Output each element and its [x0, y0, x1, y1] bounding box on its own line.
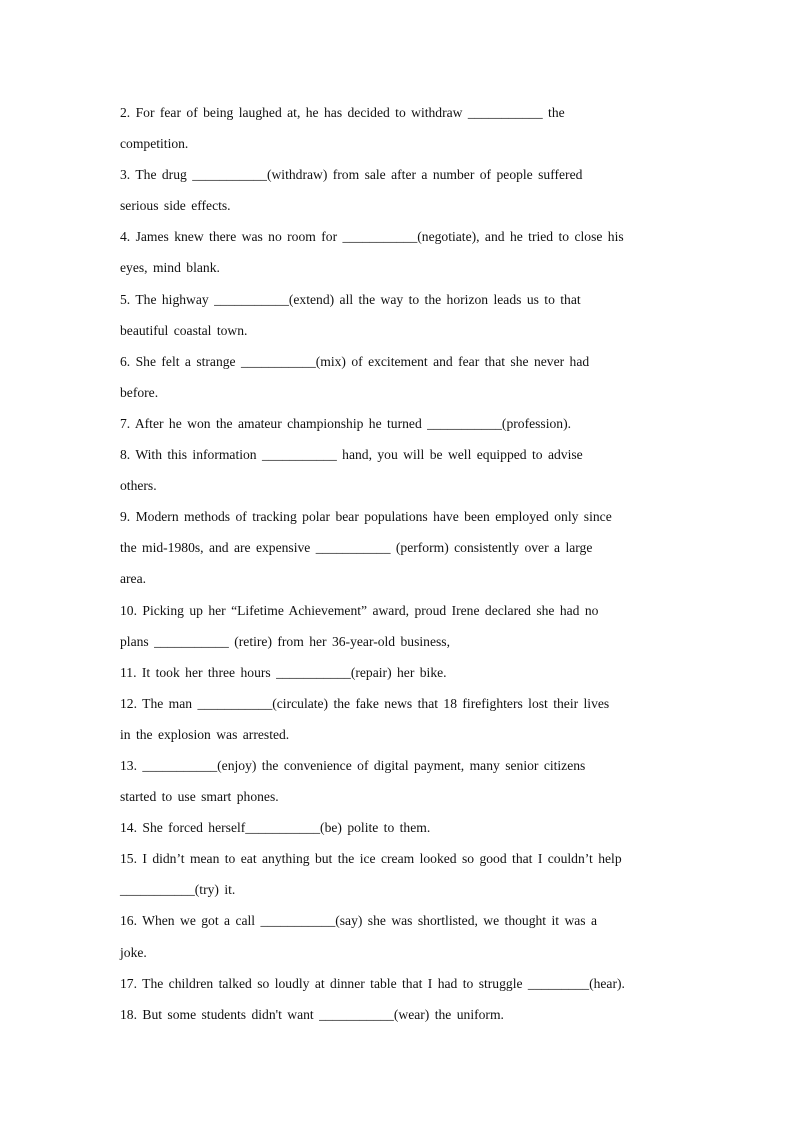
- text-line: 15. I didn’t mean to eat anything but the ice cream looked so good that I couldn’t help: [120, 851, 622, 867]
- text-line: serious side effects.: [120, 198, 231, 214]
- text-line: 12. The man ___________(circulate) the fake news that 18 firefighters lost their lives: [120, 695, 610, 711]
- text-line: 18. But some students didn't want ___________(wear) the uniform.: [120, 1006, 504, 1022]
- text-line: 17. The children talked so loudly at dinner table that I had to struggle _________(hear).: [120, 975, 625, 991]
- text-line: competition.: [120, 136, 189, 152]
- worksheet-body: [120, 97, 675, 1030]
- text-line: in the explosion was arrested.: [120, 726, 290, 742]
- text-line: before.: [120, 384, 159, 400]
- text-line: 4. James knew there was no room for ___________(negotiate), and he tried to close his: [120, 229, 624, 245]
- text-line: 5. The highway ___________(extend) all the way to the horizon leads us to that: [120, 291, 581, 307]
- text-line: plans ___________ (retire) from her 36-year-old business,: [120, 633, 450, 649]
- text-line: ___________(try) it.: [120, 882, 236, 898]
- text-line: joke.: [120, 944, 147, 960]
- text-line: started to use smart phones.: [120, 789, 279, 805]
- text-line: eyes, mind blank.: [120, 260, 220, 276]
- text-line: 11. It took her three hours ___________(repair) her bike.: [120, 664, 447, 680]
- text-line: 13. ___________(enjoy) the convenience of digital payment, many senior citizens: [120, 757, 586, 773]
- text-line: 3. The drug ___________(withdraw) from sale after a number of people suffered: [120, 167, 583, 183]
- text-line: the mid-1980s, and are expensive ___________ (perform) consistently over a large: [120, 540, 593, 556]
- text-line: 6. She felt a strange ___________(mix) of excitement and fear that she never had: [120, 353, 590, 369]
- text-line: beautiful coastal town.: [120, 322, 248, 338]
- text-line: others.: [120, 478, 157, 494]
- text-line: 9. Modern methods of tracking polar bear populations have been employed only since: [120, 509, 612, 525]
- text-line: 14. She forced herself___________(be) polite to them.: [120, 820, 431, 836]
- text-line: 10. Picking up her “Lifetime Achievement” award, proud Irene declared she had no: [120, 602, 599, 618]
- text-line: 8. With this information ___________ hand, you will be well equipped to advise: [120, 447, 583, 463]
- text-line: area.: [120, 571, 147, 587]
- text-line: 7. After he won the amateur championship he turned ___________(profession).: [120, 415, 572, 431]
- text-line: 16. When we got a call ___________(say) she was shortlisted, we thought it was a: [120, 913, 598, 929]
- text-line: 2. For fear of being laughed at, he has decided to withdraw ___________ the: [120, 105, 565, 120]
